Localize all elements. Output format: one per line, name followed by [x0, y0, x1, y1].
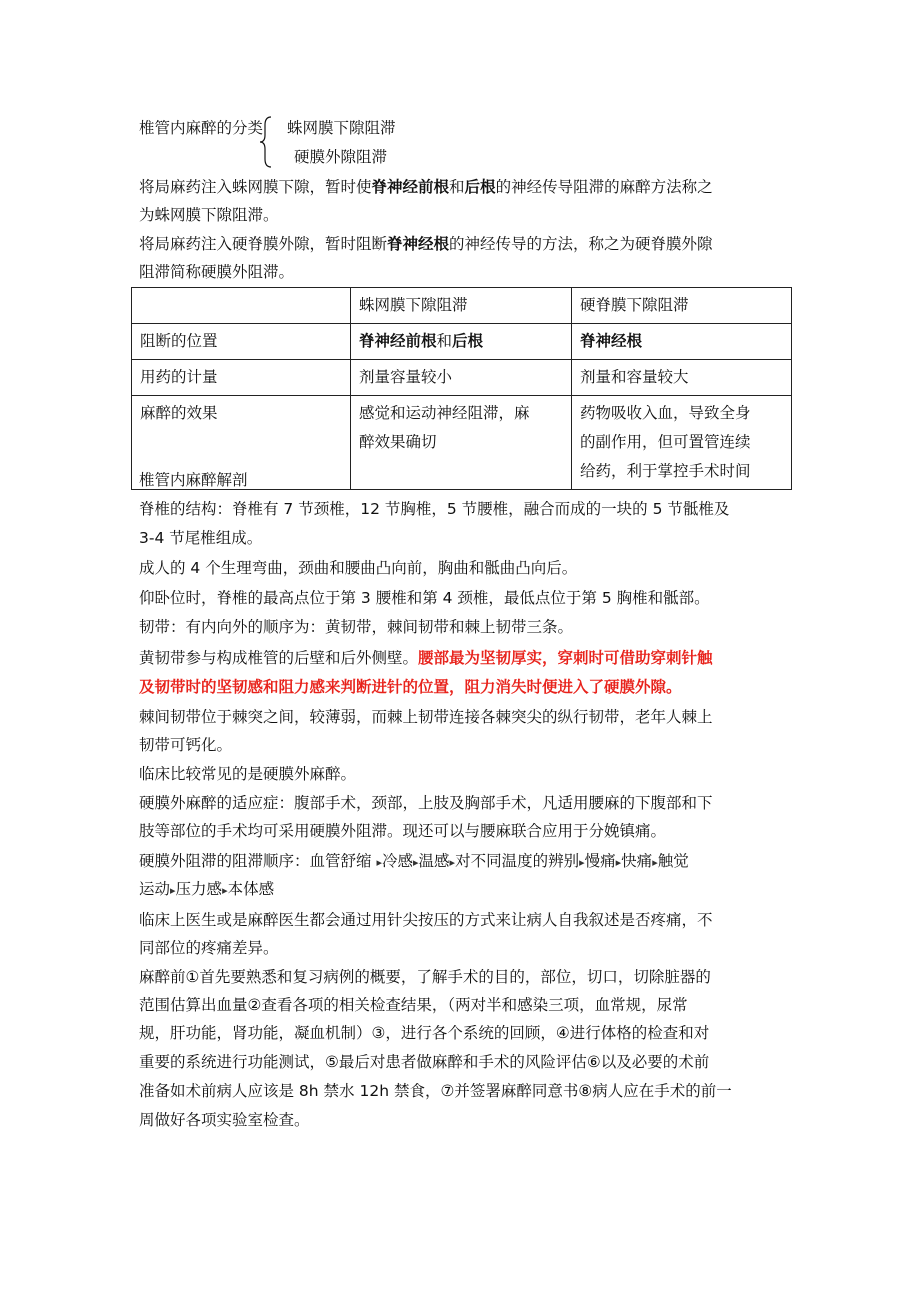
- arrow-right-icon: ▸: [449, 856, 456, 869]
- spine-line1: 脊椎的结构：脊椎有 7 节颈椎，12 节胸椎，5 节腰椎，融合而成的一块的 5 节骶椎及: [139, 500, 730, 518]
- comparison-table: [131, 287, 792, 490]
- doctor-line2: 同部位的疼痛差异。: [139, 939, 279, 957]
- arrow-right-icon: ▸: [413, 856, 419, 869]
- table-cell: 阻断的位置: [132, 324, 351, 360]
- text: 和: [449, 178, 465, 196]
- text: 将局麻药注入蛛网膜下隙，暂时使: [139, 178, 372, 196]
- table-header-cell: [132, 288, 351, 324]
- preop-line6: 周做好各项实验室检查。: [139, 1111, 310, 1129]
- preop-line3: 规，肝功能，肾功能，凝血机制）③，进行各个系统的回顾，④进行体格的检查和对: [139, 1024, 710, 1042]
- table-header-cell: 硬脊膜下隙阻滞: [572, 288, 792, 324]
- text: 和: [436, 332, 453, 350]
- cell-line: 的副作用，但可置管连续: [580, 433, 751, 451]
- text: 本体感: [227, 880, 275, 898]
- para2-line1: [139, 233, 713, 255]
- supine-line: 仰卧位时，脊椎的最高点位于第 3 腰椎和第 4 颈椎，最低点位于第 5 胸椎和骶部。: [139, 589, 710, 607]
- yellow-ligament-line2: 及韧带时的坚韧感和阻力感来判断进针的位置，阻力消失时便进入了硬膜外隙。: [139, 678, 682, 696]
- clinical-line: 临床比较常见的是硬膜外麻醉。: [139, 765, 357, 783]
- cell-line: 药物吸收入血，导致全身: [580, 404, 751, 422]
- text: 黄韧带参与构成椎管的后壁和后外侧壁。: [139, 649, 419, 667]
- sequence-line2: [139, 878, 274, 902]
- preop-line2: 范围估算出血量②查看各项的相关检查结果，（两对半和感染三项，血常规，尿常: [139, 996, 688, 1014]
- table-cell: 剂量容量较小: [351, 360, 572, 396]
- text: 的神经传导阻滞的麻醉方法称之: [495, 178, 713, 196]
- text: 对不同温度的辨别: [455, 852, 580, 870]
- arrow-right-icon: ▸: [376, 856, 382, 869]
- text: 压力感: [175, 880, 223, 898]
- bold-text: 后根: [452, 332, 484, 350]
- preop-line1: 麻醉前①首先要熟悉和复习病例的概要，了解手术的目的，部位，切口，切除脏器的: [139, 968, 711, 986]
- text: 触觉: [657, 852, 689, 870]
- classification-label: 椎管内麻醉的分类: [139, 119, 264, 137]
- arrow-right-icon: ▸: [222, 884, 228, 897]
- interspinous-line2: 韧带可钙化。: [139, 736, 233, 754]
- preop-line5: 准备如术前病人应该是 8h 禁水 12h 禁食，⑦并签署麻醉同意书⑧病人应在手术的前一: [139, 1082, 732, 1100]
- table-cell: 用药的计量: [132, 360, 351, 396]
- text: 冷感: [381, 852, 413, 870]
- classification-option-2: 硬膜外隙阻滞: [294, 148, 388, 166]
- table-cell: [351, 324, 572, 360]
- para1-line1: [139, 176, 713, 198]
- arrow-right-icon: ▸: [652, 856, 658, 869]
- para2-line2: 阻滞简称硬膜外阻滞。: [139, 263, 295, 281]
- bold-text: 脊神经前根: [371, 178, 450, 196]
- table-cell: 剂量和容量较大: [572, 360, 792, 396]
- text: 快痛: [621, 852, 653, 870]
- bold-text: 脊神经前根: [359, 332, 437, 350]
- classification-block: [139, 117, 439, 171]
- cell-line: 给药，利于掌控手术时间: [580, 462, 751, 480]
- sequence-line1: [139, 850, 689, 874]
- text: 运动: [139, 880, 171, 898]
- table-cell: 麻醉的效果: [132, 396, 351, 490]
- cell-line: 感觉和运动神经阻滞，麻: [359, 404, 530, 422]
- text: 的神经传导的方法，称之为硬脊膜外隙: [449, 235, 713, 253]
- classification-option-1: 蛛网膜下隙阻滞: [287, 119, 396, 137]
- text: 将局麻药注入硬脊膜外隙，暂时阻断: [139, 235, 388, 253]
- arrow-right-icon: ▸: [579, 856, 585, 869]
- arrow-right-icon: ▸: [170, 884, 176, 897]
- curves-line: 成人的 4 个生理弯曲，颈曲和腰曲凸向前，胸曲和骶曲凸向后。: [139, 559, 578, 577]
- highlight-text: 腰部最为坚韧厚实，穿刺时可借助穿刺针触: [418, 649, 713, 667]
- preop-line4: 重要的系统进行功能测试，⑤最后对患者做麻醉和手术的风险评估⑥以及必要的术前: [139, 1053, 710, 1071]
- table-header-row: [132, 288, 792, 324]
- indications-line2: 肢等部位的手术均可采用硬膜外阻滞。现还可以与腰麻联合应用于分娩镇痛。: [139, 822, 667, 840]
- section-heading-anatomy: 椎管内麻醉解剖: [139, 471, 248, 489]
- bold-text: 后根: [464, 178, 496, 196]
- text: 硬膜外阻滞的阻滞顺序：血管舒缩: [139, 852, 372, 870]
- table-row: [132, 324, 792, 360]
- cell-line: 醉效果确切: [359, 433, 437, 451]
- brace-icon: [259, 115, 273, 169]
- doctor-line1: 临床上医生或是麻醉医生都会通过用针尖按压的方式来让病人自我叙述是否疼痛，不: [139, 911, 713, 929]
- table-cell: [351, 396, 572, 490]
- yellow-ligament-line1: [139, 647, 713, 669]
- spine-line2: 3-4 节尾椎组成。: [139, 529, 263, 547]
- interspinous-line1: 棘间韧带位于棘突之间，较薄弱，而棘上韧带连接各棘突尖的纵行韧带，老年人棘上: [139, 708, 713, 726]
- table-row: [132, 360, 792, 396]
- table-header-cell: 蛛网膜下隙阻滞: [351, 288, 572, 324]
- text: 温感: [418, 852, 450, 870]
- table-cell: [572, 396, 792, 490]
- arrow-right-icon: ▸: [615, 856, 622, 869]
- ligaments-line: 韧带：有内向外的顺序为：黄韧带，棘间韧带和棘上韧带三条。: [139, 618, 574, 636]
- text: 慢痛: [584, 852, 616, 870]
- table-cell: 脊神经根: [572, 324, 792, 360]
- bold-text: 脊神经根: [387, 235, 450, 253]
- indications-line1: 硬膜外麻醉的适应症：腹部手术，颈部，上肢及胸部手术，凡适用腰麻的下腹部和下: [139, 794, 713, 812]
- para1-line2: 为蛛网膜下隙阻滞。: [139, 206, 279, 224]
